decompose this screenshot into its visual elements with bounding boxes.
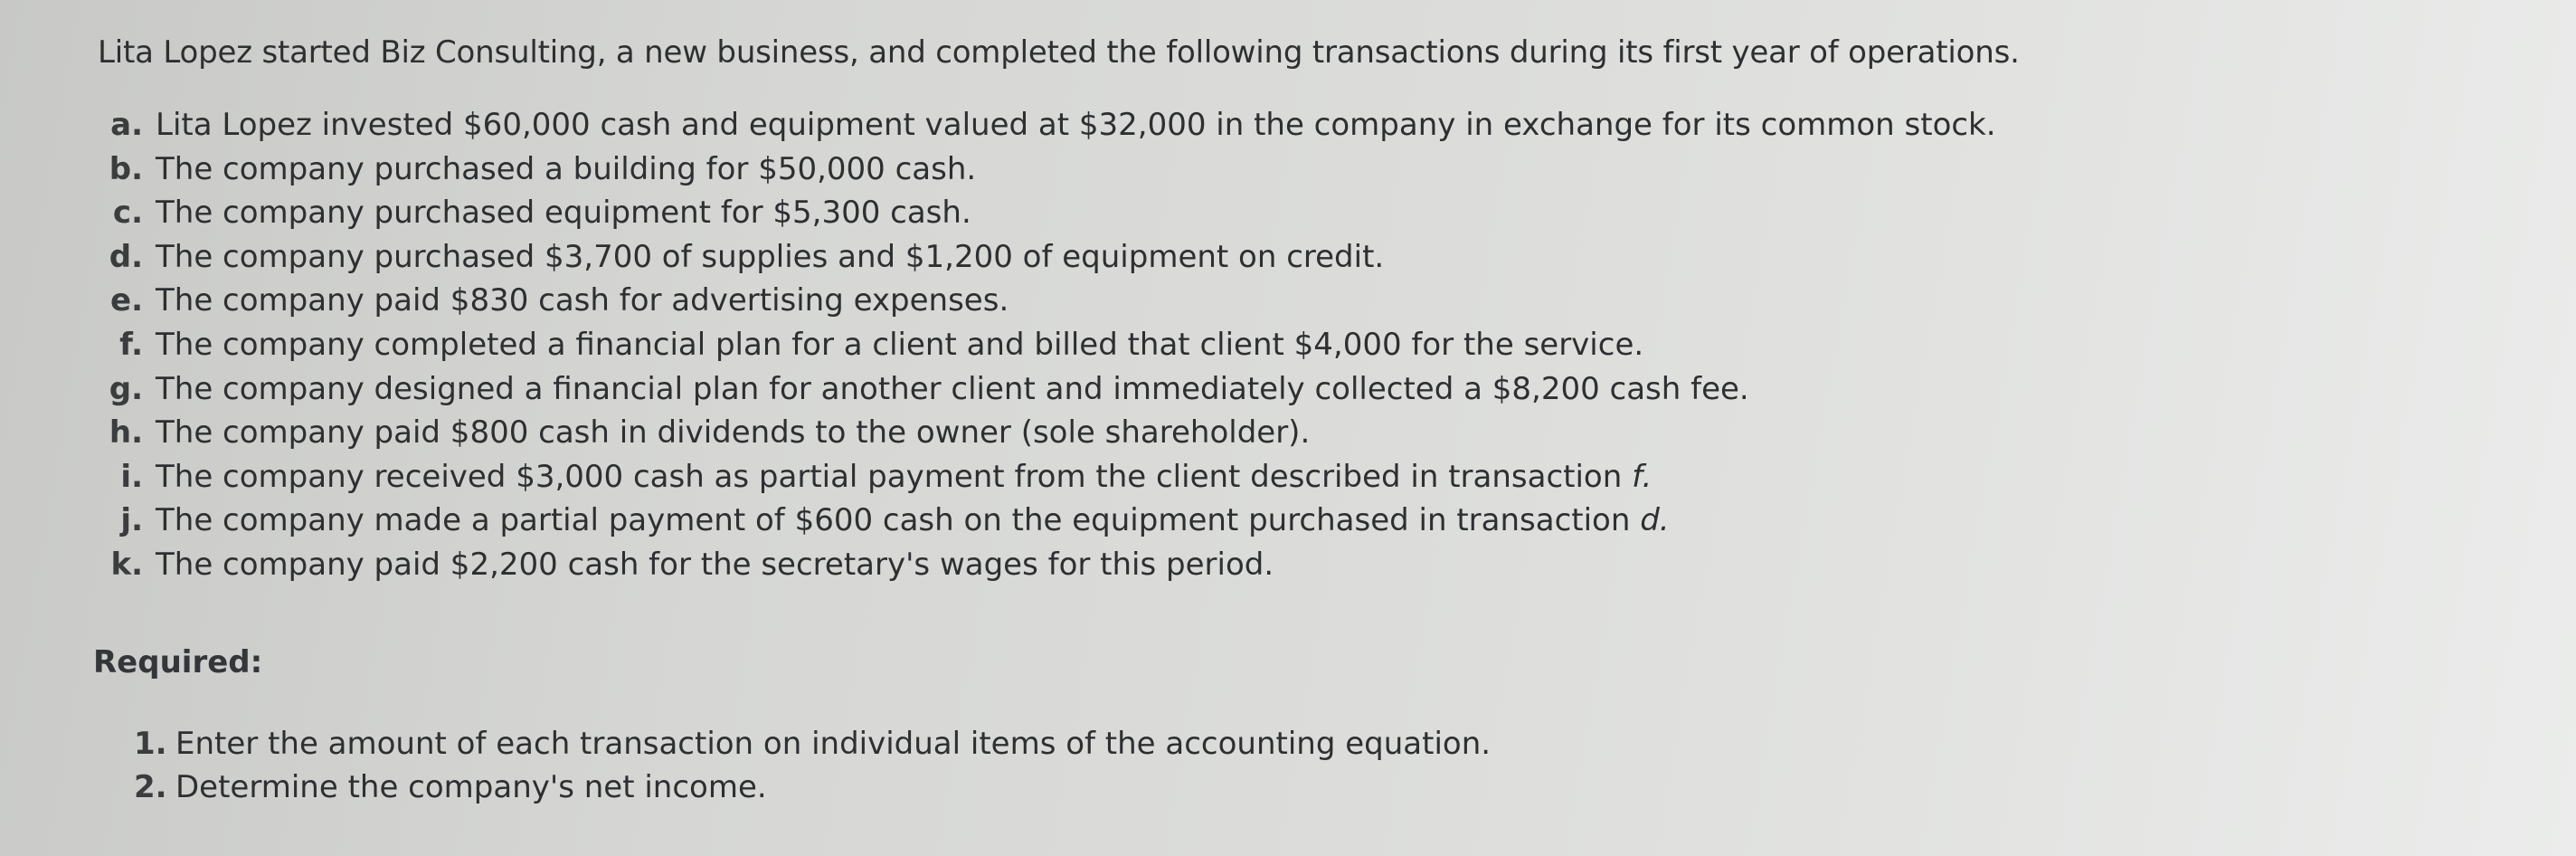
transaction-text: The company purchased a building for $50,000 cash. [156,150,977,187]
required-heading: Required: [93,644,263,680]
transaction-text: The company designed a financial plan for another client and immediately collected a $8,200 cash fee. [156,370,1749,407]
transaction-item [90,547,1996,591]
transaction-text: The company paid $830 cash for advertising expenses. [156,282,1009,319]
transaction-item [90,327,1996,371]
transaction-item [90,502,1996,547]
requirement-item [134,769,1491,813]
transaction-letter: j. [120,502,143,539]
transaction-text: The company completed a financial plan for a client and billed that client $4,000 for the service. [156,326,1644,363]
transaction-item [90,107,1996,151]
transaction-text: The company purchased $3,700 of supplies and $1,200 of equipment on credit. [156,238,1385,275]
transaction-letter: b. [109,150,143,187]
transaction-item [90,239,1996,283]
transaction-letter: f. [119,326,143,363]
transaction-reference: d. [1640,502,1670,539]
requirements-list [134,726,1491,813]
transaction-item [90,195,1996,239]
requirement-item [134,726,1491,769]
transaction-text: The company purchased equipment for $5,300 cash. [156,195,971,232]
transaction-letter: e. [110,282,143,319]
transaction-letter: h. [109,414,143,452]
transaction-item [90,151,1996,195]
transaction-letter: c. [112,195,143,232]
transaction-item [90,459,1996,503]
transaction-letter: a. [110,107,143,143]
problem-intro: Lita Lopez started Biz Consulting, a new business, and completed the following transactions during its first year of operations. [98,34,2020,71]
transaction-letter: g. [109,370,143,407]
transaction-text: The company paid $2,200 cash for the secretary's wages for this period. [156,546,1274,583]
transaction-letter: k. [110,546,143,583]
transaction-item [90,371,1996,415]
requirement-text: Enter the amount of each transaction on individual items of the accounting equation. [175,726,1492,762]
requirement-text: Determine the company's net income. [175,769,767,805]
transaction-item [90,282,1996,327]
transaction-letter: i. [120,458,143,495]
transaction-list [90,107,1996,591]
transaction-body: The company received $3,000 cash as partial payment from the client described in transaction [156,458,1623,495]
transaction-reference: f. [1632,458,1653,495]
transaction-text: The company paid $800 cash in dividends to the owner (sole shareholder). [156,414,1311,452]
transaction-body: The company made a partial payment of $600 cash on the equipment purchased in transaction [156,502,1631,539]
transaction-item [90,414,1996,459]
transaction-text: Lita Lopez invested $60,000 cash and equipment valued at $32,000 in the company in exchange for its common stock. [156,107,1996,143]
transaction-letter: d. [109,238,143,275]
requirement-number: 1. [134,726,167,762]
transaction-text [156,459,1652,495]
transaction-text [156,502,1670,538]
requirement-number: 2. [134,769,167,805]
